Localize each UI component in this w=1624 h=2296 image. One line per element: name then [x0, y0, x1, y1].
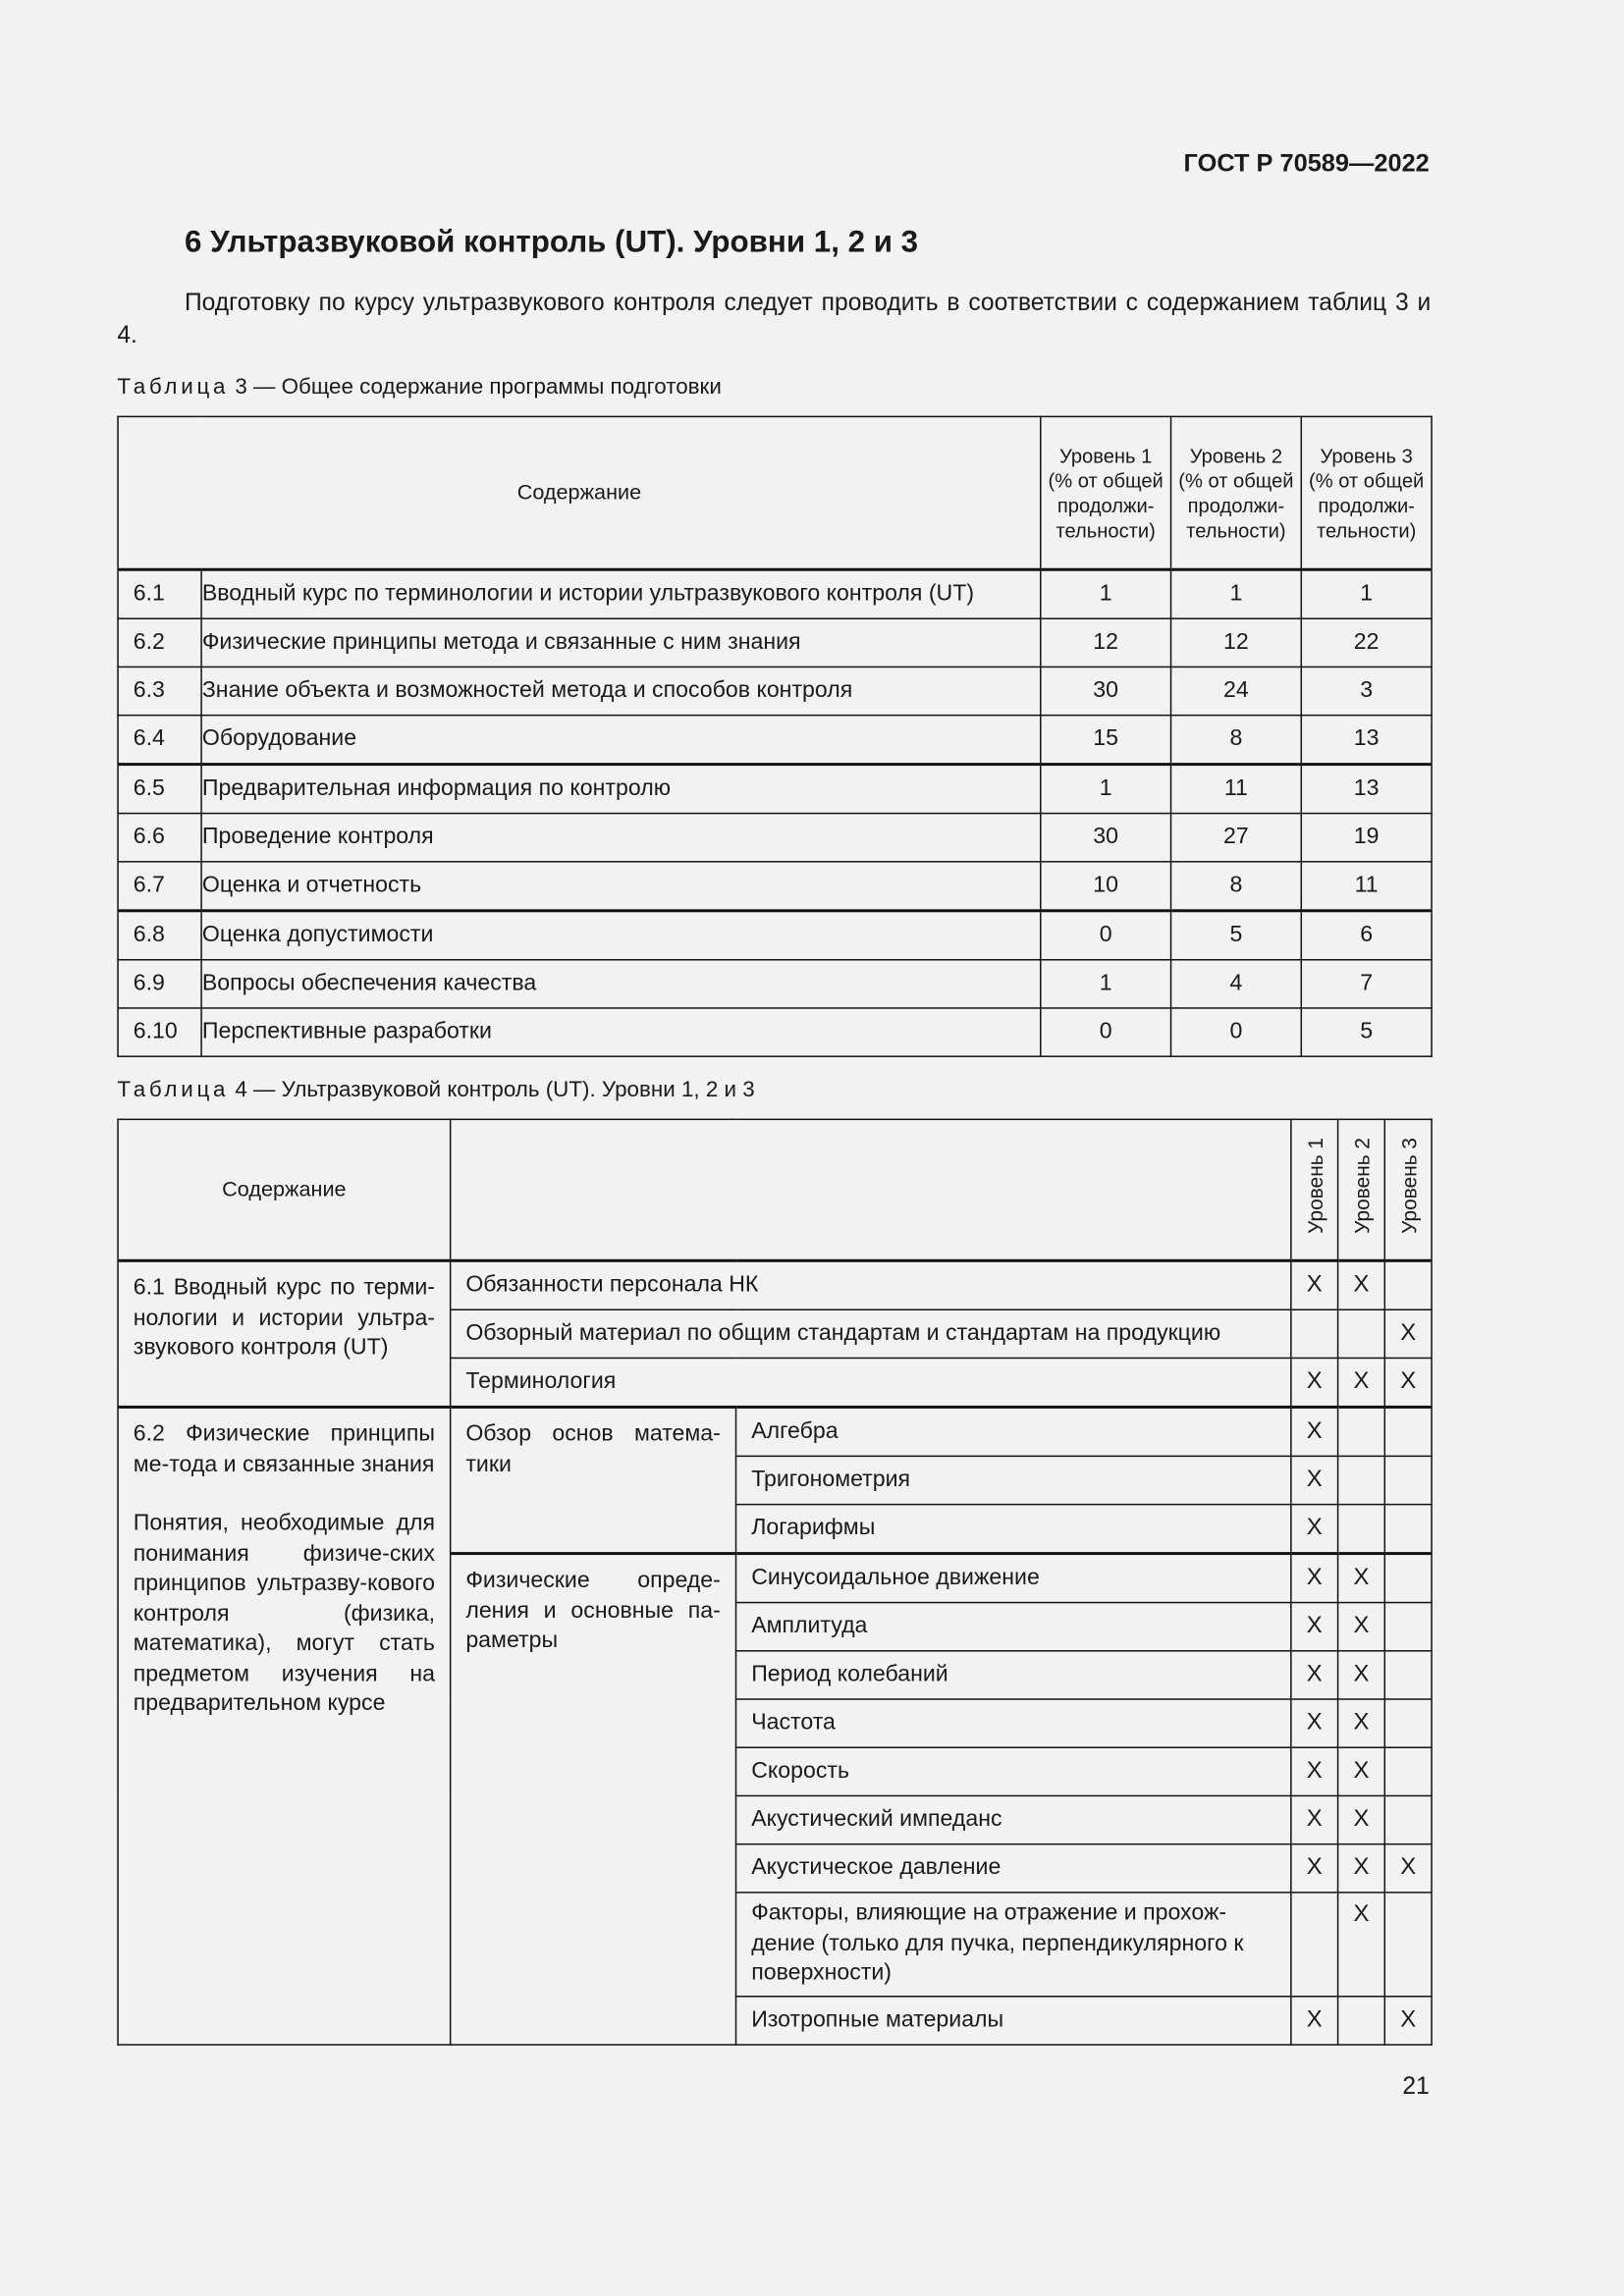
table3-level2-value: 5 — [1171, 911, 1302, 960]
table4-header-level3-label: Уровень 3 — [1396, 1138, 1421, 1235]
table4-level2-mark: X — [1338, 1260, 1385, 1309]
table4-section-6-1-title: 6.1 Вводный курс по терми-нологии и истории ультра-звукового контроля (UT) — [118, 1260, 451, 1407]
table4-level3-mark — [1384, 1260, 1432, 1309]
table4-level2-mark — [1338, 1505, 1385, 1554]
table4-item-text: Амплитуда — [736, 1603, 1291, 1651]
table4-level3-mark — [1384, 1893, 1432, 1996]
table3-level3-value: 3 — [1301, 667, 1432, 715]
table4-level2-mark: X — [1338, 1795, 1385, 1843]
table3-row — [118, 814, 1432, 862]
table4-level2-mark — [1338, 1309, 1385, 1358]
table4-level3-mark — [1384, 1795, 1432, 1843]
table4-level3-mark: X — [1384, 1309, 1432, 1358]
table3-level3-value: 5 — [1301, 1008, 1432, 1056]
table4-level2-mark: X — [1338, 1747, 1385, 1795]
table3-row — [118, 960, 1432, 1008]
table4-item-text: Скорость — [736, 1747, 1291, 1795]
document-code: ГОСТ Р 70589—2022 — [1183, 149, 1430, 178]
table4-header-content: Содержание — [118, 1119, 451, 1260]
table3-header-level1: Уровень 1 (% от общей продолжи-тельности) — [1041, 416, 1171, 569]
table3-body — [118, 569, 1432, 1056]
table3-level2-value: 8 — [1171, 862, 1302, 911]
table4-level2-mark: X — [1338, 1554, 1385, 1603]
table4-caption-word: Таблица — [117, 1077, 230, 1103]
table3-row-number: 6.7 — [118, 862, 201, 911]
table3-row-text: Перспективные разработки — [201, 1008, 1041, 1056]
table3-level3-value: 11 — [1301, 862, 1432, 911]
table3-row-text: Вводный курс по терминологии и истории ультразвукового контроля (UT) — [201, 569, 1041, 618]
table4-level2-mark: X — [1338, 1603, 1385, 1651]
table3-level1-value: 0 — [1041, 911, 1171, 960]
table4-level1-mark: X — [1291, 1260, 1338, 1309]
table3-row-text: Физические принципы метода и связанные с ним знания — [201, 618, 1041, 667]
table3-caption-text: 3 — Общее содержание программы подготовки — [229, 374, 722, 400]
table3-row-number: 6.9 — [118, 960, 201, 1008]
table3-level2-value: 0 — [1171, 1008, 1302, 1056]
table4-section-6-2-note: Понятия, необходимые для понимания физиче-ских принципов ультразву-кового контроля (физика, математика), могут стать предметом изучения на предварительном курсе — [133, 1511, 436, 1717]
table4-item-text: Акустический импеданс — [736, 1795, 1291, 1843]
table3-row-text: Вопросы обеспечения качества — [201, 960, 1041, 1008]
table4-row — [118, 1260, 1432, 1309]
table4-subsection-title: Физические опреде-ления и основные па-раметры — [451, 1554, 736, 2045]
table4-level1-mark: X — [1291, 1407, 1338, 1456]
table4-level1-mark: X — [1291, 1844, 1338, 1893]
table4-header-level2-label: Уровень 2 — [1349, 1138, 1374, 1235]
table3-level1-value: 1 — [1041, 569, 1171, 618]
table3-caption — [117, 375, 722, 400]
table3-level2-value: 12 — [1171, 618, 1302, 667]
table3-level1-value: 12 — [1041, 618, 1171, 667]
table3-header-level2: Уровень 2 (% от общей продолжи-тельности) — [1171, 416, 1302, 569]
table3-row-number: 6.3 — [118, 667, 201, 715]
table4-level1-mark: X — [1291, 1747, 1338, 1795]
table3-row-number: 6.8 — [118, 911, 201, 960]
table3-level2-value: 11 — [1171, 765, 1302, 814]
table3-level2-value: 1 — [1171, 569, 1302, 618]
table3-row-number: 6.6 — [118, 814, 201, 862]
table4-section-6-2 — [118, 1407, 451, 2044]
table4-level1-mark: X — [1291, 1554, 1338, 1603]
table4-item-text: Синусоидальное движение — [736, 1554, 1291, 1603]
table4-item-text: Изотропные материалы — [736, 1996, 1291, 2044]
table4-level3-mark: X — [1384, 1358, 1432, 1407]
table3-level3-value: 1 — [1301, 569, 1432, 618]
table4-level3-mark — [1384, 1407, 1432, 1456]
table3-level1-value: 1 — [1041, 765, 1171, 814]
table3-level3-value: 6 — [1301, 911, 1432, 960]
table4-level3-mark — [1384, 1699, 1432, 1747]
table4-level1-mark: X — [1291, 1603, 1338, 1651]
table4-level1-mark: X — [1291, 1996, 1338, 2044]
table4-header-level2 — [1338, 1119, 1385, 1260]
table3-level2-value: 8 — [1171, 716, 1302, 765]
table3-row-number: 6.1 — [118, 569, 201, 618]
table4-item-text: Факторы, влияющие на отражение и прохож-дение (только для пучка, перпендикулярного к поверхности) — [736, 1893, 1291, 1996]
table4 — [117, 1119, 1432, 2045]
table3-level3-value: 22 — [1301, 618, 1432, 667]
table4-level2-mark — [1338, 1996, 1385, 2044]
table3-row-text: Оценка допустимости — [201, 911, 1041, 960]
table4-item-text: Обзорный материал по общим стандартам и стандартам на продукцию — [451, 1309, 1291, 1358]
table4-level2-mark — [1338, 1407, 1385, 1456]
table4-item-text: Период колебаний — [736, 1651, 1291, 1699]
table3-row-text: Предварительная информация по контролю — [201, 765, 1041, 814]
table4-item-text: Терминология — [451, 1358, 1291, 1407]
table3-row — [118, 911, 1432, 960]
table4-caption-text: 4 — Ультразвуковой контроль (UT). Уровни 1, 2 и 3 — [229, 1077, 755, 1103]
table4-header-level1-label: Уровень 1 — [1302, 1138, 1326, 1235]
table3-row-number: 6.10 — [118, 1008, 201, 1056]
table3-level1-value: 0 — [1041, 1008, 1171, 1056]
table4-level1-mark: X — [1291, 1699, 1338, 1747]
table4-row — [118, 1407, 1432, 1456]
table4-level3-mark — [1384, 1456, 1432, 1504]
table4-subsection-title: Обзор основ матема-тики — [451, 1407, 736, 1553]
table4-header-level1 — [1291, 1119, 1338, 1260]
table3-level3-value: 7 — [1301, 960, 1432, 1008]
table4-level1-mark: X — [1291, 1456, 1338, 1504]
table4-item-text: Обязанности персонала НК — [451, 1260, 1291, 1309]
table4-level3-mark — [1384, 1505, 1432, 1554]
table4-body — [118, 1260, 1432, 2044]
table4-section-6-2-title: 6.2 Физические принципы ме-тода и связанные знания — [133, 1421, 436, 1477]
table3-row — [118, 765, 1432, 814]
table3-level2-value: 27 — [1171, 814, 1302, 862]
table3-level3-value: 13 — [1301, 765, 1432, 814]
table4-item-text: Алгебра — [736, 1407, 1291, 1456]
table3-header-content: Содержание — [118, 416, 1041, 569]
table3-row — [118, 1008, 1432, 1056]
table3-row-number: 6.2 — [118, 618, 201, 667]
table4-level1-mark: X — [1291, 1358, 1338, 1407]
table4-item-text: Частота — [736, 1699, 1291, 1747]
table3-level2-value: 24 — [1171, 667, 1302, 715]
table3-header-level3: Уровень 3 (% от общей продолжи-тельности) — [1301, 416, 1432, 569]
table4-level2-mark: X — [1338, 1844, 1385, 1893]
table4-level1-mark — [1291, 1309, 1338, 1358]
table3-row-text: Оборудование — [201, 716, 1041, 765]
table4-level1-mark: X — [1291, 1505, 1338, 1554]
table4-level3-mark: X — [1384, 1996, 1432, 2044]
table3-level1-value: 30 — [1041, 667, 1171, 715]
table4-level1-mark: X — [1291, 1795, 1338, 1843]
table4-level3-mark — [1384, 1747, 1432, 1795]
table4-item-text: Тригонометрия — [736, 1456, 1291, 1504]
table4-level2-mark: X — [1338, 1699, 1385, 1747]
table3-level3-value: 19 — [1301, 814, 1432, 862]
table4-header-level3 — [1384, 1119, 1432, 1260]
page-number: 21 — [1402, 2073, 1430, 2100]
intro-paragraph: Подготовку по курсу ультразвукового контроля следует проводить в соответствии с содержанием таблиц 3 и 4. — [117, 290, 1432, 349]
table3-row-text: Знание объекта и возможностей метода и способов контроля — [201, 667, 1041, 715]
table3-row-text: Проведение контроля — [201, 814, 1041, 862]
table4-level2-mark: X — [1338, 1358, 1385, 1407]
table3 — [117, 416, 1432, 1057]
table4-level2-mark: X — [1338, 1893, 1385, 1996]
table4-level3-mark — [1384, 1603, 1432, 1651]
table4-level3-mark — [1384, 1651, 1432, 1699]
table3-row-text: Оценка и отчетность — [201, 862, 1041, 911]
table4-item-text: Логарифмы — [736, 1505, 1291, 1554]
table4-header-blank — [451, 1119, 1291, 1260]
table3-level1-value: 30 — [1041, 814, 1171, 862]
table3-level3-value: 13 — [1301, 716, 1432, 765]
table4-level2-mark: X — [1338, 1651, 1385, 1699]
table4-item-text: Акустическое давление — [736, 1844, 1291, 1893]
table3-level1-value: 15 — [1041, 716, 1171, 765]
table3-caption-word: Таблица — [117, 374, 230, 400]
section-title: 6 Ультразвуковой контроль (UT). Уровни 1, 2 и 3 — [184, 225, 919, 260]
table4-level2-mark — [1338, 1456, 1385, 1504]
table3-level2-value: 4 — [1171, 960, 1302, 1008]
table4-level3-mark — [1384, 1554, 1432, 1603]
table3-row-number: 6.4 — [118, 716, 201, 765]
table4-level1-mark: X — [1291, 1651, 1338, 1699]
table3-row — [118, 569, 1432, 618]
table3-level1-value: 1 — [1041, 960, 1171, 1008]
table4-caption — [117, 1078, 754, 1102]
table3-row — [118, 862, 1432, 911]
table4-level3-mark: X — [1384, 1844, 1432, 1893]
table3-level1-value: 10 — [1041, 862, 1171, 911]
table3-row-number: 6.5 — [118, 765, 201, 814]
table3-row — [118, 716, 1432, 765]
table3-row — [118, 618, 1432, 667]
table4-level1-mark — [1291, 1893, 1338, 1996]
table3-row — [118, 667, 1432, 715]
